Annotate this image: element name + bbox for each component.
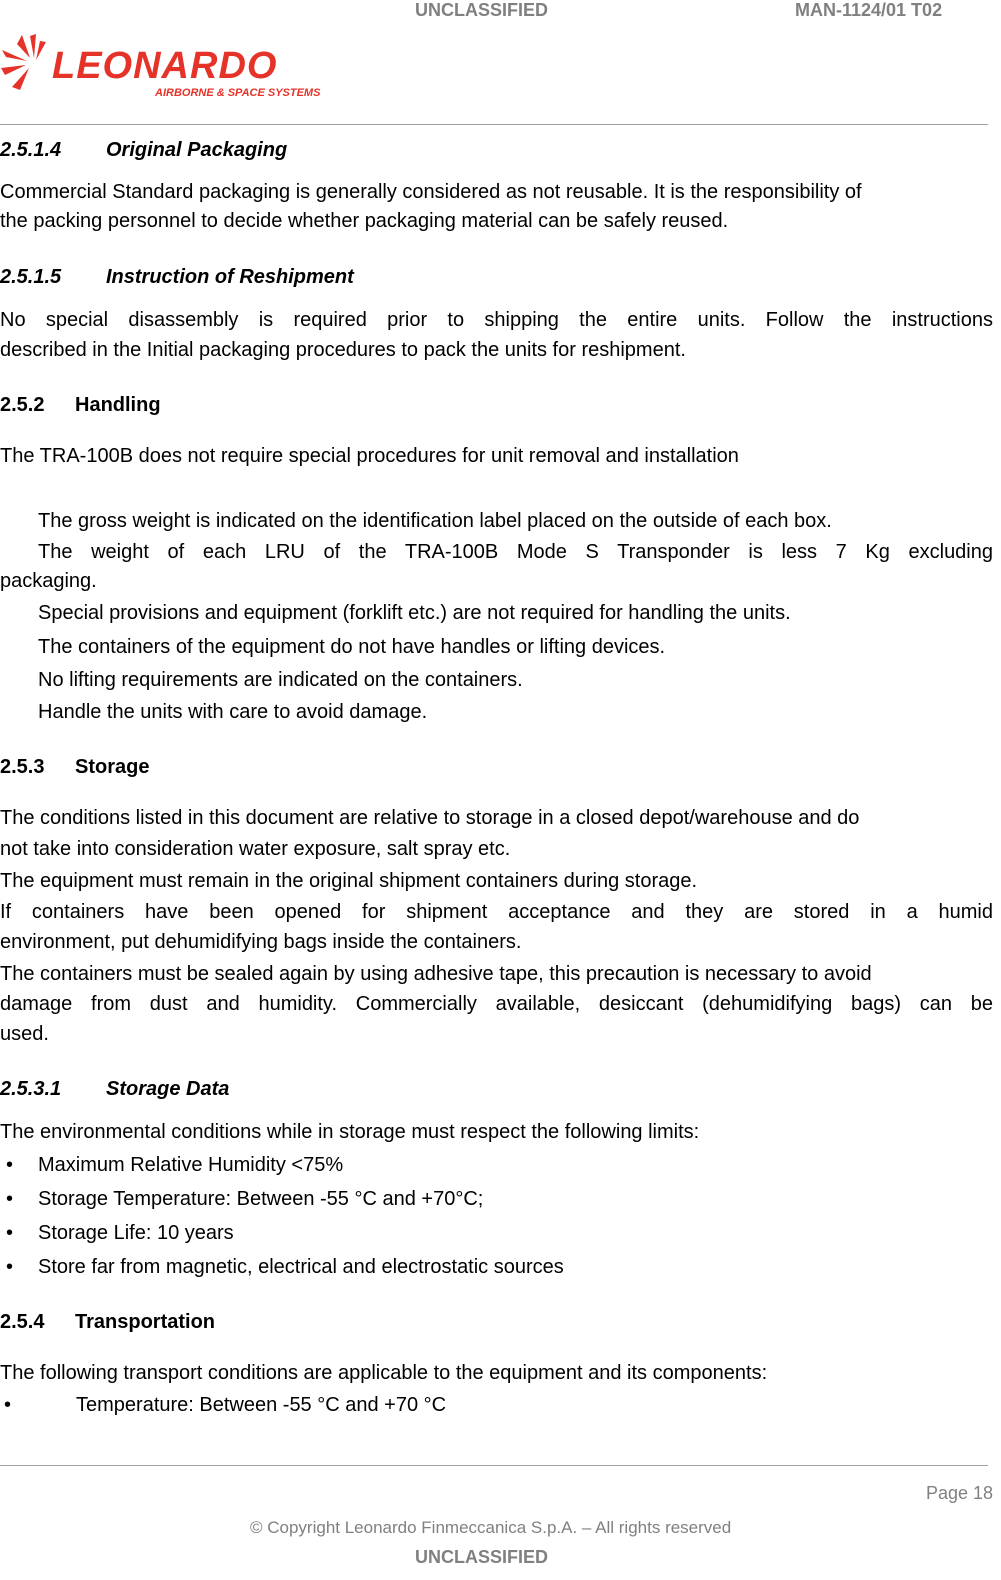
paragraph-line: The equipment must remain in the original shipment containers during storage.: [0, 870, 698, 892]
heading-title: Storage Data: [106, 1078, 230, 1100]
list-item: No lifting requirements are indicated on the containers.: [38, 669, 523, 691]
logo-wordmark: LEONARDO: [52, 45, 278, 87]
paragraph-line: Commercial Standard packaging is generally considered as not reusable. It is the responsibility of: [0, 181, 862, 203]
bullet-dot-icon: •: [4, 1394, 12, 1416]
footer-rule: [0, 1465, 988, 1466]
footer-classification: UNCLASSIFIED: [415, 1547, 549, 1567]
heading-number: 2.5.1.4: [0, 139, 62, 161]
heading-number: 2.5.4: [0, 1311, 45, 1333]
paragraph-line: damage from dust and humidity. Commercially available, desiccant (dehumidifying bags) can be: [0, 993, 993, 1015]
heading-title: Transportation: [75, 1311, 216, 1333]
heading-title: Handling: [75, 394, 161, 416]
paragraph-line: The TRA-100B does not require special procedures for unit removal and installation: [0, 445, 739, 467]
heading-number: 2.5.1.5: [0, 266, 62, 288]
paragraph-line: environment, put dehumidifying bags inside the containers.: [0, 931, 522, 953]
logo-mark-icon: [1, 34, 46, 90]
page-number: Page 18: [925, 1483, 993, 1503]
heading-number: 2.5.2: [0, 394, 45, 416]
heading-2-5-3-1: [0, 1078, 230, 1101]
paragraph-line: The following transport conditions are applicable to the equipment and its components:: [0, 1362, 768, 1384]
heading-2-5-1-5: [0, 266, 354, 289]
list-item: The weight of each LRU of the TRA-100B Mode S Transponder is less 7 Kg excluding: [38, 541, 993, 563]
heading-number: 2.5.3.1: [0, 1078, 62, 1100]
list-item: Handle the units with care to avoid damage.: [38, 701, 428, 723]
heading-title: Original Packaging: [106, 139, 288, 161]
bullet-text: Storage Life: 10 years: [38, 1222, 234, 1244]
header-rule: [0, 124, 988, 125]
paragraph-line: The conditions listed in this document are relative to storage in a closed depot/warehouse and do: [0, 807, 860, 829]
bullet-dot-icon: •: [6, 1188, 14, 1210]
heading-title: Storage: [75, 756, 150, 778]
paragraph-line: the packing personnel to decide whether packaging material can be safely reused.: [0, 210, 729, 232]
paragraph-line: not take into consideration water exposure, salt spray etc.: [0, 838, 511, 860]
heading-title: Instruction of Reshipment: [106, 266, 354, 288]
heading-number: 2.5.3: [0, 756, 45, 778]
list-item-continuation: packaging.: [0, 570, 97, 592]
bullet-dot-icon: •: [6, 1154, 14, 1176]
heading-2-5-4: [0, 1311, 216, 1334]
logo-subtext: AIRBORNE & SPACE SYSTEMS: [155, 87, 321, 99]
list-item: The gross weight is indicated on the identification label placed on the outside of each box.: [38, 510, 832, 532]
bullet-dot-icon: •: [6, 1222, 14, 1244]
paragraph-line: used.: [0, 1023, 49, 1045]
list-item: Special provisions and equipment (forklift etc.) are not required for handling the units.: [38, 602, 791, 624]
copyright: © Copyright Leonardo Finmeccanica S.p.A. – All rights reserved: [250, 1518, 732, 1537]
bullet-text: Temperature: Between -55 °C and +70 °C: [76, 1394, 447, 1416]
heading-2-5-3: [0, 756, 150, 779]
paragraph-line: No special disassembly is required prior to shipping the entire units. Follow the instructions: [0, 309, 993, 331]
bullet-dot-icon: •: [6, 1256, 14, 1278]
paragraph-line: If containers have been opened for shipment acceptance and they are stored in a humid: [0, 901, 993, 923]
list-item: The containers of the equipment do not have handles or lifting devices.: [38, 636, 666, 658]
bullet-text: Store far from magnetic, electrical and electrostatic sources: [38, 1256, 564, 1278]
paragraph-line: The environmental conditions while in storage must respect the following limits:: [0, 1121, 700, 1143]
header-classification: UNCLASSIFIED: [415, 0, 549, 20]
header-doc-id: MAN-1124/01 T02: [795, 0, 943, 20]
leonardo-logo: [0, 30, 330, 102]
heading-2-5-2: [0, 394, 161, 417]
paragraph-line: described in the Initial packaging procedures to pack the units for reshipment.: [0, 339, 686, 361]
bullet-text: Storage Temperature: Between -55 °C and +70°C;: [38, 1188, 484, 1210]
paragraph-line: The containers must be sealed again by using adhesive tape, this precaution is necessary to avoid: [0, 963, 872, 985]
bullet-text: Maximum Relative Humidity <75%: [38, 1154, 344, 1176]
heading-2-5-1-4: [0, 139, 288, 162]
